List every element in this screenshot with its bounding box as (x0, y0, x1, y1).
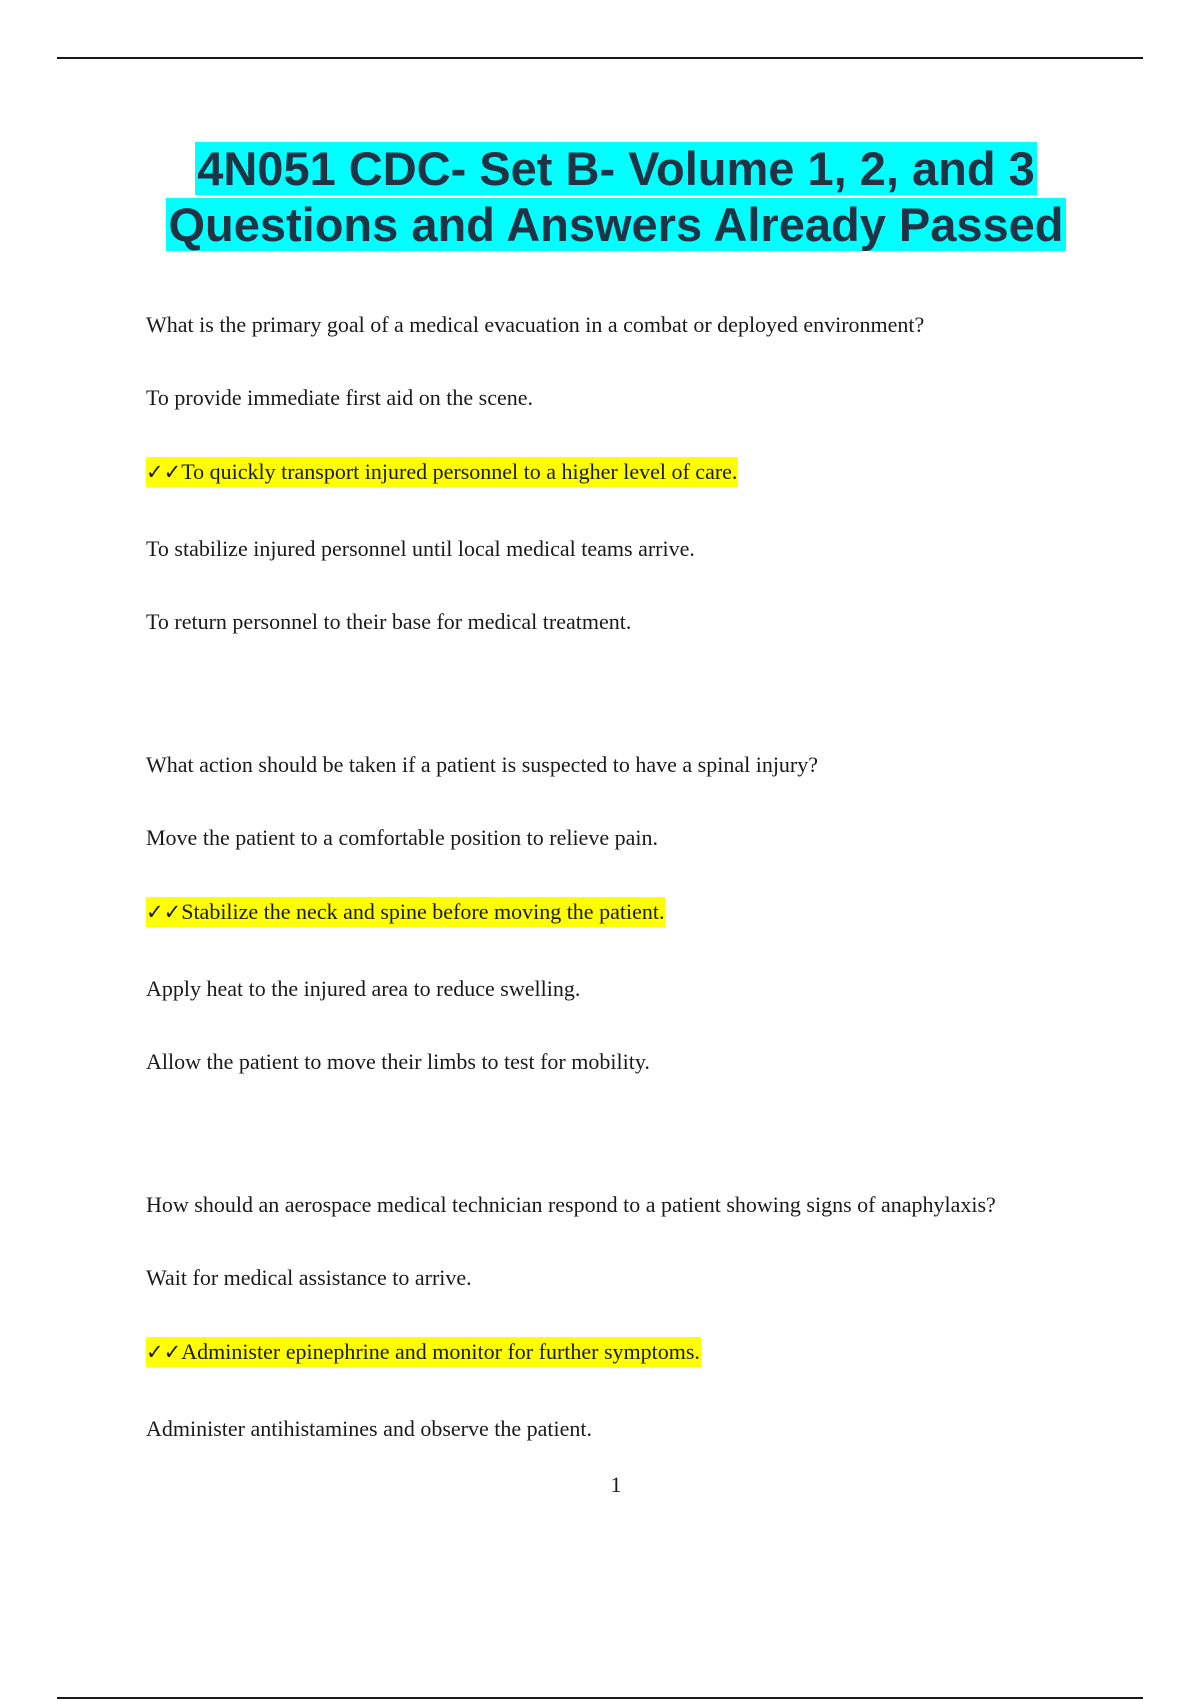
checkmark-icon: ✓✓ (146, 460, 182, 484)
q2-option-2: Stabilize the neck and spine before moving the patient. (181, 899, 665, 924)
bottom-rule (57, 1697, 1143, 1699)
q3-correct-answer (146, 1337, 701, 1367)
q3-option-2: Administer epinephrine and monitor for further symptoms. (181, 1339, 700, 1364)
q1-option-1: To provide immediate first aid on the scene. (146, 385, 534, 410)
title-line-1: 4N051 CDC- Set B- Volume 1, 2, and 3 (197, 142, 1035, 195)
q3-option-1: Wait for medical assistance to arrive. (146, 1265, 472, 1290)
q2-correct-answer (146, 897, 665, 927)
q2-option-3: Apply heat to the injured area to reduce swelling. (146, 976, 581, 1001)
checkmark-icon: ✓✓ (146, 1340, 182, 1364)
q1-option-2: To quickly transport injured personnel to a higher level of care. (181, 459, 738, 484)
question-2: What action should be taken if a patient is suspected to have a spinal injury? (146, 752, 819, 777)
q2-option-4: Allow the patient to move their limbs to test for mobility. (146, 1049, 650, 1074)
question-1: What is the primary goal of a medical evacuation in a combat or deployed environment? (146, 312, 925, 337)
q2-option-1: Move the patient to a comfortable position to relieve pain. (146, 825, 658, 850)
top-rule (57, 57, 1143, 59)
page-number: 1 (610, 1472, 622, 1497)
title-line-2: Questions and Answers Already Passed (168, 198, 1064, 251)
document-title (0, 141, 1200, 253)
q3-option-3: Administer antihistamines and observe the patient. (146, 1416, 593, 1441)
question-3: How should an aerospace medical technician respond to a patient showing signs of anaphylaxis? (146, 1192, 996, 1217)
q1-correct-answer (146, 457, 738, 487)
q1-option-3: To stabilize injured personnel until local medical teams arrive. (146, 536, 695, 561)
q1-option-4: To return personnel to their base for medical treatment. (146, 609, 632, 634)
checkmark-icon: ✓✓ (146, 900, 182, 924)
